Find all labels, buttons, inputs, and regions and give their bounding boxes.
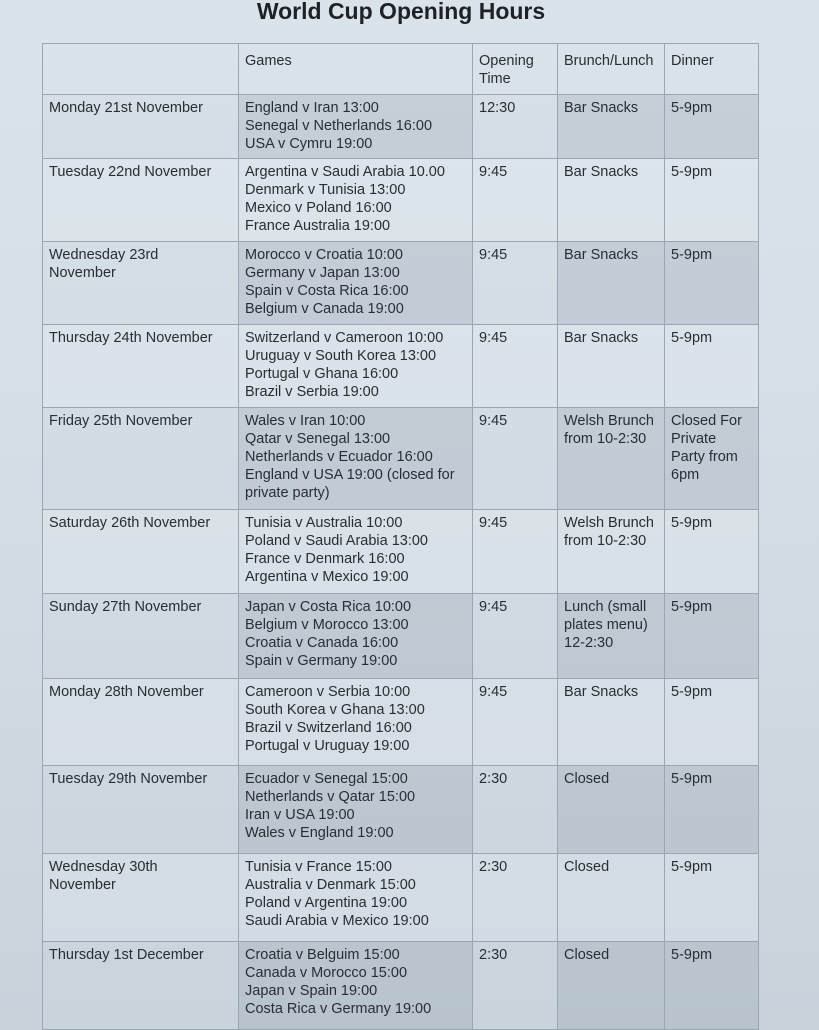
dinner-line: 5-9pm: [671, 330, 713, 346]
games-line: Argentina v Mexico 19:00: [245, 569, 409, 585]
header-opening-line: Opening: [479, 53, 534, 69]
day-cell: [43, 679, 239, 766]
header-dinner: Dinner: [665, 44, 759, 95]
games-line: France Australia 19:00: [245, 218, 391, 234]
games-line: Japan v Spain 19:00: [245, 983, 378, 999]
brunch-lunch-cell: [558, 159, 665, 242]
games-line: Croatia v Belguim 15:00: [245, 947, 400, 963]
games-line: Japan v Costa Rica 10:00: [245, 599, 412, 615]
games-line: Uruguay v South Korea 13:00: [245, 348, 437, 364]
brunch-lunch-line: 12-2:30: [564, 635, 614, 651]
header-opening-time: [473, 44, 558, 95]
day-line: Friday 25th November: [49, 413, 193, 429]
brunch-lunch-line: Closed: [564, 771, 610, 787]
games-line: Spain v Germany 19:00: [245, 653, 398, 669]
dinner-cell: [665, 408, 759, 510]
brunch-lunch-line: Closed: [564, 947, 610, 963]
games-cell: [239, 510, 473, 594]
games-line: Mexico v Poland 16:00: [245, 200, 392, 216]
table-row: [43, 95, 759, 159]
games-line: Tunisia v Australia 10:00: [245, 515, 403, 531]
day-line: November: [49, 265, 116, 281]
day-line: Thursday 24th November: [49, 330, 213, 346]
games-line: Morocco v Croatia 10:00: [245, 247, 403, 263]
table-row: [43, 766, 759, 854]
games-cell: [239, 854, 473, 942]
games-line: USA v Cymru 19:00: [245, 136, 373, 152]
brunch-lunch-cell: [558, 942, 665, 1030]
games-cell: [239, 766, 473, 854]
table-header-row: [43, 44, 759, 95]
opening-time-cell: 2:30: [473, 942, 558, 1030]
games-line: Netherlands v Ecuador 16:00: [245, 449, 433, 465]
brunch-lunch-line: Bar Snacks: [564, 330, 639, 346]
games-line: Saudi Arabia v Mexico 19:00: [245, 913, 429, 929]
games-line: Australia v Denmark 15:00: [245, 877, 416, 893]
brunch-lunch-line: Closed: [564, 859, 610, 875]
games-cell: [239, 408, 473, 510]
games-line: Brazil v Switzerland 16:00: [245, 720, 412, 736]
opening-time-cell: 9:45: [473, 159, 558, 242]
day-cell: [43, 766, 239, 854]
games-line: Wales v England 19:00: [245, 825, 394, 841]
games-line: Belgium v Canada 19:00: [245, 301, 404, 317]
dinner-line: 5-9pm: [671, 859, 713, 875]
brunch-lunch-line: Bar Snacks: [564, 247, 639, 263]
table-body: [43, 44, 759, 1030]
day-line: Tuesday 29th November: [49, 771, 208, 787]
brunch-lunch-cell: [558, 95, 665, 159]
brunch-lunch-line: Lunch (small: [564, 599, 647, 615]
dinner-line: 5-9pm: [671, 164, 713, 180]
brunch-lunch-cell: [558, 679, 665, 766]
day-line: Wednesday 23rd: [49, 247, 159, 263]
brunch-lunch-line: from 10-2:30: [564, 431, 647, 447]
table-row: [43, 159, 759, 242]
games-line: Tunisia v France 15:00: [245, 859, 392, 875]
brunch-lunch-cell: [558, 510, 665, 594]
dinner-cell: [665, 679, 759, 766]
brunch-lunch-cell: [558, 854, 665, 942]
games-cell: [239, 95, 473, 159]
dinner-line: 5-9pm: [671, 247, 713, 263]
page-title: World Cup Opening Hours: [256, 0, 546, 24]
opening-hours-table: [42, 43, 759, 1030]
header-brunch-lunch: Brunch/Lunch: [558, 44, 665, 95]
games-line: Wales v Iran 10:00: [245, 413, 366, 429]
dinner-line: 5-9pm: [671, 684, 713, 700]
day-cell: [43, 325, 239, 408]
header-opening-line: Time: [479, 71, 511, 87]
games-line: Costa Rica v Germany 19:00: [245, 1001, 432, 1017]
table-row: [43, 679, 759, 766]
games-line: Spain v Costa Rica 16:00: [245, 283, 409, 299]
games-line: England v USA 19:00 (closed for: [245, 467, 455, 483]
dinner-cell: [665, 510, 759, 594]
opening-time-cell: 9:45: [473, 594, 558, 679]
table-row: [43, 242, 759, 325]
dinner-line: Party from: [671, 449, 738, 465]
brunch-lunch-line: Welsh Brunch: [564, 413, 654, 429]
dinner-line: 5-9pm: [671, 599, 713, 615]
games-cell: [239, 942, 473, 1030]
games-cell: [239, 325, 473, 408]
games-line: Argentina v Saudi Arabia 10.00: [245, 164, 445, 180]
games-cell: [239, 594, 473, 679]
opening-time-cell: 9:45: [473, 242, 558, 325]
brunch-lunch-cell: [558, 325, 665, 408]
dinner-cell: [665, 594, 759, 679]
header-day: [43, 44, 239, 95]
games-line: Croatia v Canada 16:00: [245, 635, 399, 651]
opening-time-cell: 9:45: [473, 679, 558, 766]
dinner-line: 6pm: [671, 467, 700, 483]
dinner-line: Private: [671, 431, 717, 447]
games-line: Ecuador v Senegal 15:00: [245, 771, 408, 787]
games-line: Netherlands v Qatar 15:00: [245, 789, 416, 805]
day-cell: [43, 510, 239, 594]
table-row: [43, 594, 759, 679]
dinner-cell: [665, 242, 759, 325]
opening-time-cell: 9:45: [473, 510, 558, 594]
header-games: Games: [239, 44, 473, 95]
games-line: Switzerland v Cameroon 10:00: [245, 330, 444, 346]
dinner-line: 5-9pm: [671, 771, 713, 787]
table-row: [43, 942, 759, 1030]
games-line: Denmark v Tunisia 13:00: [245, 182, 406, 198]
games-cell: [239, 679, 473, 766]
brunch-lunch-line: Welsh Brunch: [564, 515, 654, 531]
games-line: Brazil v Serbia 19:00: [245, 384, 379, 400]
day-line: November: [49, 877, 116, 893]
dinner-line: 5-9pm: [671, 947, 713, 963]
games-line: Senegal v Netherlands 16:00: [245, 118, 433, 134]
day-line: Tuesday 22nd November: [49, 164, 212, 180]
opening-time-cell: 2:30: [473, 854, 558, 942]
day-cell: [43, 408, 239, 510]
games-line: England v Iran 13:00: [245, 100, 379, 116]
dinner-cell: [665, 325, 759, 408]
brunch-lunch-line: Bar Snacks: [564, 684, 639, 700]
dinner-cell: [665, 159, 759, 242]
brunch-lunch-cell: [558, 242, 665, 325]
games-cell: [239, 242, 473, 325]
opening-time-cell: 12:30: [473, 95, 558, 159]
games-line: Poland v Saudi Arabia 13:00: [245, 533, 428, 549]
games-line: private party): [245, 485, 330, 501]
brunch-lunch-line: Bar Snacks: [564, 100, 639, 116]
games-line: France v Denmark 16:00: [245, 551, 405, 567]
dinner-line: Closed For: [671, 413, 742, 429]
games-line: Qatar v Senegal 13:00: [245, 431, 391, 447]
day-line: Sunday 27th November: [49, 599, 202, 615]
games-line: Iran v USA 19:00: [245, 807, 355, 823]
day-line: Thursday 1st December: [49, 947, 204, 963]
table-row: [43, 408, 759, 510]
dinner-line: 5-9pm: [671, 515, 713, 531]
opening-time-cell: 9:45: [473, 325, 558, 408]
opening-time-cell: 2:30: [473, 766, 558, 854]
table-row: [43, 510, 759, 594]
brunch-lunch-line: plates menu): [564, 617, 648, 633]
dinner-cell: [665, 95, 759, 159]
games-line: Portugal v Ghana 16:00: [245, 366, 399, 382]
games-line: Germany v Japan 13:00: [245, 265, 400, 281]
day-line: Wednesday 30th: [49, 859, 158, 875]
games-line: Poland v Argentina 19:00: [245, 895, 408, 911]
day-cell: [43, 242, 239, 325]
dinner-line: 5-9pm: [671, 100, 713, 116]
day-cell: [43, 159, 239, 242]
games-line: Portugal v Uruguay 19:00: [245, 738, 410, 754]
day-cell: [43, 95, 239, 159]
table-row: [43, 854, 759, 942]
brunch-lunch-cell: [558, 766, 665, 854]
games-line: Canada v Morocco 15:00: [245, 965, 408, 981]
games-line: South Korea v Ghana 13:00: [245, 702, 425, 718]
day-cell: [43, 854, 239, 942]
games-cell: [239, 159, 473, 242]
brunch-lunch-cell: [558, 594, 665, 679]
dinner-cell: [665, 942, 759, 1030]
brunch-lunch-cell: [558, 408, 665, 510]
day-cell: [43, 594, 239, 679]
table-row: [43, 325, 759, 408]
day-line: Saturday 26th November: [49, 515, 211, 531]
dinner-cell: [665, 766, 759, 854]
brunch-lunch-line: Bar Snacks: [564, 164, 639, 180]
dinner-cell: [665, 854, 759, 942]
opening-time-cell: 9:45: [473, 408, 558, 510]
games-line: Belgium v Morocco 13:00: [245, 617, 409, 633]
day-line: Monday 21st November: [49, 100, 203, 116]
brunch-lunch-line: from 10-2:30: [564, 533, 647, 549]
day-line: Monday 28th November: [49, 684, 204, 700]
day-cell: [43, 942, 239, 1030]
games-line: Cameroon v Serbia 10:00: [245, 684, 411, 700]
